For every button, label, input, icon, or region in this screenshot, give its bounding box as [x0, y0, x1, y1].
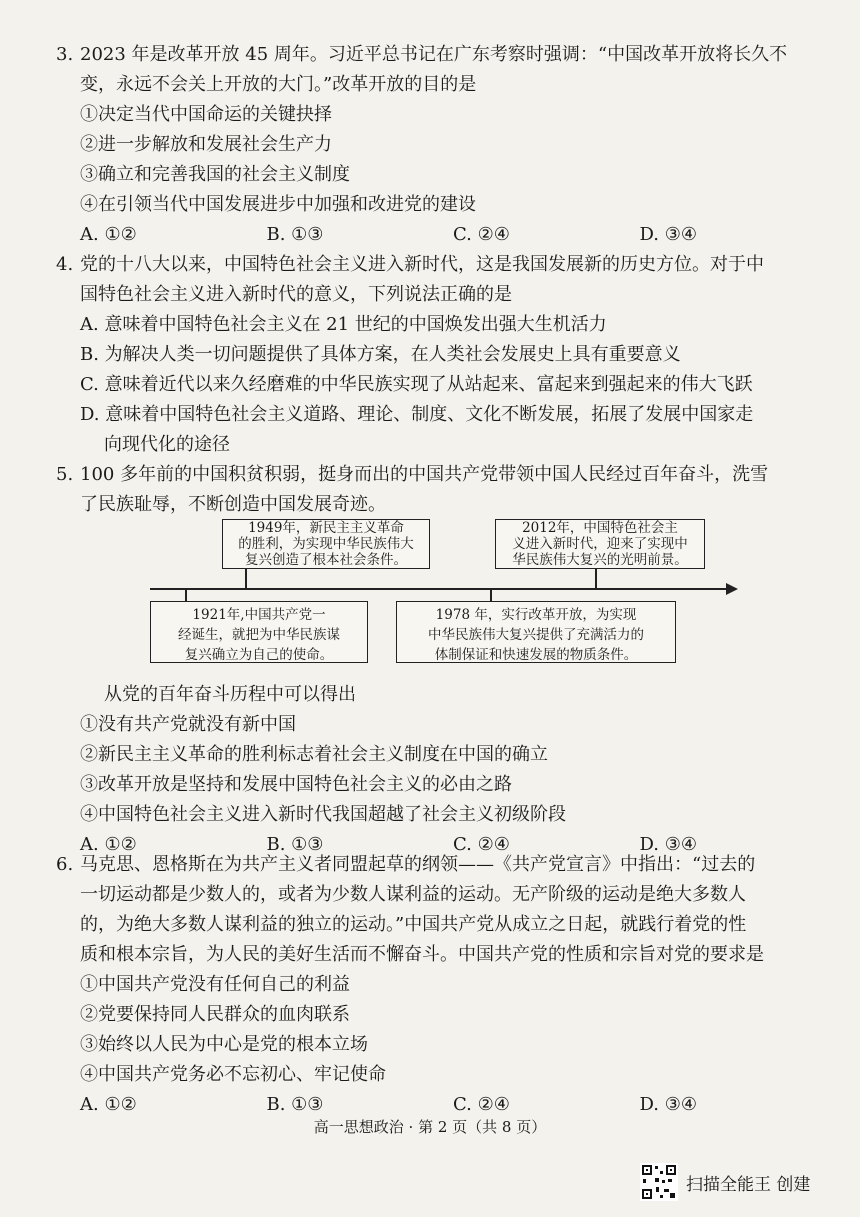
- event-text: 华民族伟大复兴的光明前景。: [512, 552, 688, 568]
- question-number: 6.: [56, 854, 74, 875]
- event-box-1978: [396, 601, 676, 663]
- page-footer: 高一思想政治 · 第 2 页（共 8 页）: [313, 1118, 547, 1136]
- option-d[interactable]: D. ③④: [639, 1094, 698, 1115]
- event-text: 复兴创造了根本社会条件。: [245, 552, 407, 568]
- arrow-right-icon: [726, 583, 738, 595]
- option-a[interactable]: A. ①②: [80, 834, 137, 855]
- event-text: 体制保证和快速发展的物质条件。: [434, 647, 638, 663]
- question-stem: 质和根本宗旨，为人民的美好生活而不懈奋斗。中国共产党的性质和宗旨对党的要求是: [80, 944, 764, 965]
- question-stem: 党的十八大以来，中国特色社会主义进入新时代，这是我国发展新的历史方位。对于中: [80, 254, 764, 275]
- event-text: 2012年，中国特色社会主: [522, 520, 678, 536]
- option-b[interactable]: B. ①③: [266, 224, 324, 245]
- history-timeline: [150, 519, 740, 669]
- event-text: 的胜利，为实现中华民族伟大: [238, 536, 414, 552]
- qr-code-icon: [640, 1163, 678, 1201]
- question-stem: 马克思、恩格斯在为共产主义者同盟起草的纲领——《共产党宣言》中指出：“过去的: [80, 854, 756, 875]
- question-6: [56, 850, 826, 1120]
- statement-item: ④在引领当代中国发展进步中加强和改进党的建设: [80, 194, 476, 215]
- question-3: [56, 40, 826, 250]
- option-b[interactable]: B. ①③: [266, 834, 324, 855]
- statement-item: ④中国共产党务必不忘初心、牢记使命: [80, 1064, 386, 1085]
- statement-item: ③始终以人民为中心是党的根本立场: [80, 1034, 368, 1055]
- question-stem: 了民族耻辱，不断创造中国发展奇迹。: [80, 494, 386, 515]
- option-a[interactable]: A. ①②: [80, 1094, 137, 1115]
- scanner-watermark: [640, 1163, 810, 1201]
- statement-item: ①没有共产党就没有新中国: [80, 714, 296, 735]
- event-box-2012: [495, 519, 705, 569]
- event-box-1949: [222, 519, 430, 569]
- question-number: 3.: [56, 44, 74, 65]
- option-a[interactable]: A. ①②: [80, 224, 137, 245]
- question-stem: 2023 年是改革开放 45 周年。习近平总书记在广东考察时强调：“中国改革开放将长久不: [80, 44, 788, 65]
- question-stem: 100 多年前的中国积贫积弱，挺身而出的中国共产党带领中国人民经过百年奋斗，洗雪: [80, 464, 769, 485]
- statement-item: ④中国特色社会主义进入新时代我国超越了社会主义初级阶段: [80, 804, 566, 825]
- event-text: 1921年,中国共产党一: [192, 607, 326, 623]
- statement-item: ②党要保持同人民群众的血肉联系: [80, 1004, 350, 1025]
- event-text: 中华民族伟大复兴提供了充满活力的: [428, 627, 644, 643]
- timeline-tick: [595, 568, 597, 588]
- statement-item: ①决定当代中国命运的关键抉择: [80, 104, 332, 125]
- question-stem: 国特色社会主义进入新时代的意义，下列说法正确的是: [80, 284, 512, 305]
- question-stem: 一切运动都是少数人的，或者为少数人谋利益的运动。无产阶级的运动是绝大多数人: [80, 884, 746, 905]
- choice-d[interactable]: D. 意味着中国特色社会主义道路、理论、制度、文化不断发展，拓展了发展中国家走: [80, 404, 754, 425]
- brand-text: 扫描全能王 创建: [686, 1174, 811, 1195]
- choice-a[interactable]: A. 意味着中国特色社会主义在 21 世纪的中国焕发出强大生机活力: [80, 314, 607, 335]
- statement-item: ①中国共产党没有任何自己的利益: [80, 974, 350, 995]
- statement-item: ③确立和完善我国的社会主义制度: [80, 164, 350, 185]
- event-text: 1978 年，实行改革开放，为实现: [435, 607, 637, 623]
- choice-b[interactable]: B. 为解决人类一切问题提供了具体方案，在人类社会发展史上具有重要意义: [80, 344, 681, 365]
- event-text: 经诞生，就把为中华民族谋: [178, 627, 340, 643]
- question-4: [56, 250, 826, 460]
- statement-item: ②新民主主义革命的胜利标志着社会主义制度在中国的确立: [80, 744, 548, 765]
- timeline-tick: [245, 568, 247, 588]
- event-text: 1949年，新民主主义革命: [248, 520, 404, 536]
- question-5-continued: [56, 680, 826, 860]
- timeline-axis: [150, 588, 730, 590]
- question-number: 5.: [56, 464, 74, 485]
- question-number: 4.: [56, 254, 74, 275]
- answer-options: [56, 220, 826, 250]
- event-text: 义进入新时代，迎来了实现中: [512, 536, 688, 552]
- choice-c[interactable]: C. 意味着近代以来久经磨难的中华民族实现了从站起来、富起来到强起来的伟大飞跃: [80, 374, 753, 395]
- option-c[interactable]: C. ②④: [453, 1094, 510, 1115]
- question-stem: 变，永远不会关上开放的大门。”改革开放的目的是: [80, 74, 477, 95]
- choice-d-continuation: 向现代化的途径: [104, 434, 230, 455]
- option-b[interactable]: B. ①③: [266, 1094, 324, 1115]
- question-stem: 的，为绝大多数人谋利益的独立的运动。”中国共产党从成立之日起，就践行着党的性: [80, 914, 747, 935]
- event-text: 复兴确立为自己的使命。: [184, 647, 334, 663]
- option-c[interactable]: C. ②④: [453, 224, 510, 245]
- option-d[interactable]: D. ③④: [639, 224, 698, 245]
- question-prompt: 从党的百年奋斗历程中可以得出: [104, 684, 356, 705]
- statement-item: ②进一步解放和发展社会生产力: [80, 134, 332, 155]
- event-box-1921: [150, 601, 368, 663]
- question-5: [56, 460, 826, 520]
- statement-item: ③改革开放是坚持和发展中国特色社会主义的必由之路: [80, 774, 512, 795]
- option-d[interactable]: D. ③④: [639, 834, 698, 855]
- option-c[interactable]: C. ②④: [453, 834, 510, 855]
